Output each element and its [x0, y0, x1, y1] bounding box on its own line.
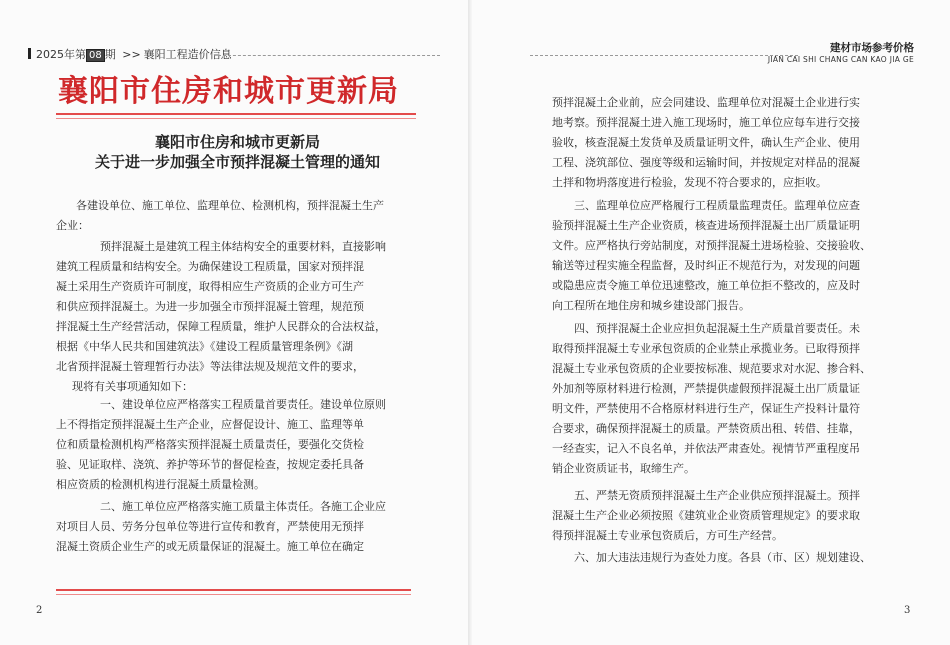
text-line: 现将有关事项通知如下：: [72, 380, 193, 393]
text-line: 取得预拌混凝土专业承包资质的企业禁止承揽业务。已取得预拌: [552, 342, 860, 355]
text-line: 北省预拌混凝土管理暂行办法》等法律法规及规范文件的要求，: [56, 360, 364, 373]
issue-number-box: 08: [86, 49, 105, 62]
right-page-number: 3: [904, 605, 911, 616]
text-line: 或隐患应责令施工单位迅速整改，施工单位拒不整改的，应及时: [552, 279, 860, 292]
header-bar-mark: [28, 48, 31, 59]
text-line: 验、见证取样、浇筑、养护等环节的督促检查，按规定委托具备: [56, 458, 364, 471]
text-line: 得预拌混凝土专业承包资质后，方可生产经营。: [552, 529, 783, 542]
text-line: 外加剂等原材料进行检测，严禁提供虚假预拌混凝土出厂质量证: [552, 382, 860, 395]
section-two-continued-paragraph: [552, 93, 860, 193]
text-line: 一、建设单位应严格落实工程质量首要责任。建设单位原则: [100, 398, 386, 411]
left-running-header: [28, 46, 232, 62]
text-line: 明文件，严禁使用不合格原材料进行生产，保证生产投料计量符: [552, 402, 860, 415]
text-line: 凝土采用生产资质许可制度，取得相应生产资质的企业方可生产: [56, 280, 364, 293]
text-line: 验预拌混凝土生产企业资质，核查进场预拌混凝土出厂质量证明: [552, 219, 860, 232]
salutation-paragraph: [56, 196, 384, 236]
text-line: 拌混凝土生产经营活动，保障工程质量，维护人民群众的合法权益，: [56, 320, 386, 333]
text-line: 建筑工程质量和结构安全。为确保建设工程质量，国家对预拌混: [56, 260, 364, 273]
right-header-title: 建材市场参考价格: [830, 42, 914, 54]
agency-letterhead: 襄阳市住房和城市更新局: [58, 74, 399, 109]
book-gutter: [468, 0, 472, 645]
section-one-paragraph: [56, 395, 386, 495]
notice-title-line2: 关于进一步加强全市预拌混凝土管理的通知: [94, 153, 380, 171]
text-line: 对项目人员、劳务分包单位等进行宣传和教育，严禁使用无预拌: [56, 520, 364, 533]
issue-suffix: 期: [104, 48, 116, 61]
section-five-paragraph: [552, 486, 860, 546]
right-header-pinyin: JIAN CAI SHI CHANG CAN KAO JIA GE: [767, 55, 914, 64]
text-line: 一经查实，记入不良名单，并依法严肃查处。视情节严重程度吊: [552, 442, 860, 455]
text-line: 相应资质的检测机构进行混凝土质量检测。: [56, 478, 265, 491]
text-line: 混凝土资质企业生产的或无质量保证的混凝土。施工单位在确定: [56, 540, 364, 553]
section-three-paragraph: [552, 196, 871, 316]
issue-year-prefix: 2025年第: [36, 48, 86, 61]
letterhead-red-rule: [56, 113, 416, 115]
text-line: 工程、浇筑部位、强度等级和运输时间，并按规定对样品的混凝: [552, 156, 860, 169]
text-line: 预拌混凝土企业前，应会同建设、监理单位对混凝土企业进行实: [552, 96, 860, 109]
left-page-number: 2: [36, 605, 43, 616]
intro-paragraph: [56, 237, 386, 397]
header-separator-icon: >>: [122, 48, 141, 61]
text-line: 混凝土生产企业必须按照《建筑业企业资质管理规定》的要求取: [552, 509, 860, 522]
text-line: 土拌和物坍落度进行检验，发现不符合要求的，应拒收。: [552, 176, 827, 189]
text-line: 验收，核查混凝土发货单及质量证明文件，确认生产企业、使用: [552, 136, 860, 149]
section-six-paragraph: [552, 548, 871, 568]
text-line: 各建设单位、施工单位、监理单位、检测机构，预拌混凝土生产: [76, 199, 384, 212]
section-two-paragraph: [56, 497, 386, 557]
text-line: 位和质量检测机构严格落实预拌混凝土质量责任，要强化交货检: [56, 438, 364, 451]
text-line: 四、预拌混凝土企业应担负起混凝土生产质量首要责任。未: [574, 322, 860, 335]
text-line: 五、严禁无资质预拌混凝土生产企业供应预拌混凝土。预拌: [574, 489, 860, 502]
text-line: 混凝土专业承包资质的企业要按标准、规范要求对水泥、掺合料、: [552, 362, 871, 375]
publication-name: 襄阳工程造价信息: [143, 48, 232, 61]
text-line: 文件。应严格执行旁站制度，对预拌混凝土进场检验、交接验收、: [552, 239, 871, 252]
left-header-dotted-rule: [218, 55, 440, 56]
right-header-dotted-rule: [530, 55, 798, 56]
notice-title-line1: 襄阳市住房和城市更新局: [154, 133, 320, 151]
text-line: 地考察。预拌混凝土进入施工现场时，施工单位应每车进行交接: [552, 116, 860, 129]
text-line: 输送等过程实施全程监督，及时纠正不规范行为，对发现的问题: [552, 259, 860, 272]
text-line: 销企业资质证书，取缔生产。: [552, 462, 695, 475]
text-line: 向工程所在地住房和城乡建设部门报告。: [552, 299, 750, 312]
text-line: 根据《中华人民共和国建筑法》《建设工程质量管理条例》《湖: [56, 340, 353, 353]
text-line: 合要求，确保预拌混凝土的质量。严禁资质出租、转借、挂靠，: [552, 422, 860, 435]
text-line: 企业：: [56, 219, 89, 232]
text-line: 和供应预拌混凝土。为进一步加强全市预拌混凝土管理，规范预: [56, 300, 364, 313]
left-footer-red-rule-thin: [56, 594, 411, 595]
text-line: 预拌混凝土是建筑工程主体结构安全的重要材料，直接影响: [100, 240, 386, 253]
section-four-paragraph: [552, 319, 871, 479]
text-line: 三、监理单位应严格履行工程质量监理责任。监理单位应查: [574, 199, 860, 212]
left-footer-red-rule: [56, 589, 411, 591]
text-line: 二、施工单位应严格落实施工质量主体责任。各施工企业应: [100, 500, 386, 513]
text-line: 上不得指定预拌混凝土生产企业，应督促设计、施工、监理等单: [56, 418, 364, 431]
text-line: 六、加大违法违规行为查处力度。各县（市、区）规划建设、: [574, 551, 871, 564]
letterhead-red-rule-thin: [56, 118, 416, 119]
